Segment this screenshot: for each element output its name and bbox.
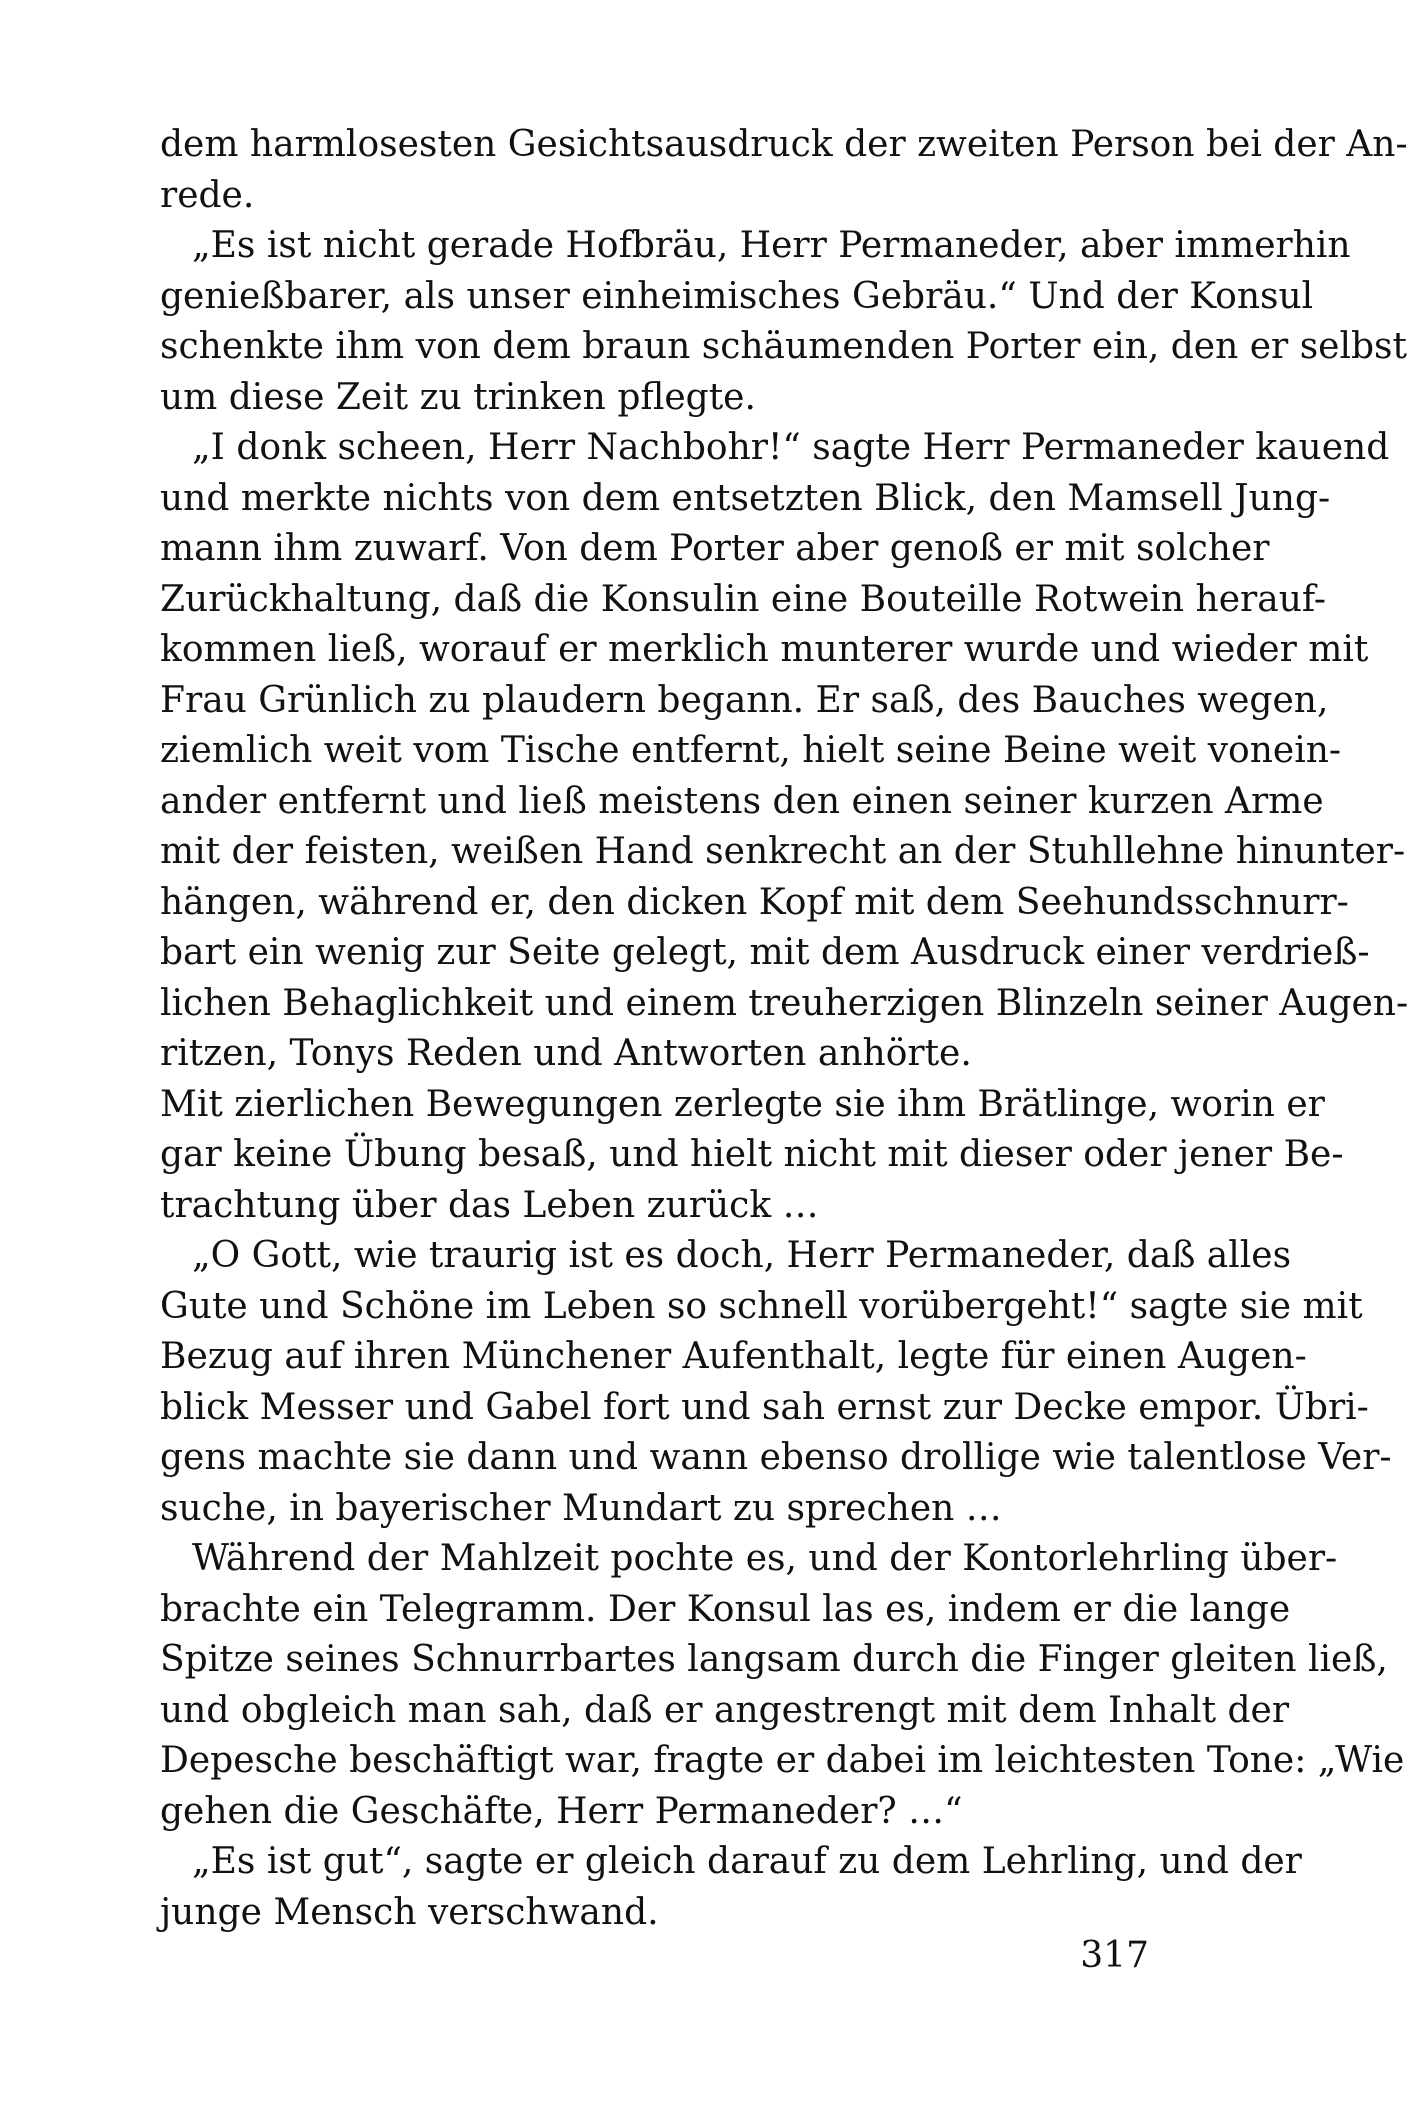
- text-line: gehen die Geschäfte, Herr Permaneder? …“: [160, 1790, 963, 1832]
- text-line: Zurückhaltung, daß die Konsulin eine Bouteille Rotwein herauf-: [160, 578, 1327, 620]
- text-line: „O Gott, wie traurig ist es doch, Herr Permaneder, daß alles: [192, 1235, 1292, 1276]
- page-number: 317: [1080, 1935, 1149, 1976]
- text-line: mann ihm zuwarf. Von dem Porter aber genoß er mit solcher: [160, 528, 1270, 569]
- text-line: trachtung über das Leben zurück …: [160, 1184, 819, 1226]
- text-line: dem harmlosesten Gesichtsausdruck der zweiten Person bei der An-: [160, 124, 1408, 165]
- text-line: ander entfernt und ließ meistens den einen seiner kurzen Arme: [160, 780, 1324, 822]
- text-line: brachte ein Telegramm. Der Konsul las es, indem er die lange: [160, 1588, 1291, 1630]
- text-line: blick Messer und Gabel fort und sah ernst zur Decke empor. Übri-: [160, 1386, 1369, 1428]
- text-line: gar keine Übung besaß, und hielt nicht mit dieser oder jener Be-: [160, 1134, 1344, 1175]
- text-line: ziemlich weit vom Tische entfernt, hielt seine Beine weit vonein-: [160, 730, 1342, 771]
- text-line: mit der feisten, weißen Hand senkrecht an der Stuhllehne hinunter-: [160, 831, 1406, 872]
- text-line: um diese Zeit zu trinken pflegte.: [160, 376, 756, 418]
- text-line: und merkte nichts von dem entsetzten Blick, den Mamsell Jung-: [160, 477, 1331, 519]
- text-line: rede.: [160, 174, 255, 216]
- text-line: bart ein wenig zur Seite gelegt, mit dem Ausdruck einer verdrieß-: [160, 932, 1370, 973]
- text-line: Bezug auf ihren Münchener Aufenthalt, legte für einen Augen-: [160, 1336, 1307, 1377]
- text-line: hängen, während er, den dicken Kopf mit dem Seehundsschnurr-: [160, 881, 1349, 923]
- text-line: Gute und Schöne im Leben so schnell vorübergeht!“ sagte sie mit: [160, 1285, 1363, 1327]
- text-line: „Es ist gut“, sagte er gleich darauf zu dem Lehrling, und der: [192, 1841, 1302, 1882]
- text-line: Spitze seines Schnurrbartes langsam durch die Finger gleiten ließ,: [160, 1639, 1388, 1680]
- text-line: Depesche beschäftigt war, fragte er dabei im leichtesten Tone: „Wie: [160, 1740, 1405, 1781]
- text-line: Mit zierlichen Bewegungen zerlegte sie ihm Brätlinge, worin er: [160, 1083, 1325, 1125]
- text-line: ritzen, Tonys Reden und Antworten anhörte.: [160, 1033, 972, 1074]
- text-line: lichen Behaglichkeit und einem treuherzigen Blinzeln seiner Augen-: [160, 982, 1408, 1024]
- text-line: Während der Mahlzeit pochte es, und der Kontorlehrling über-: [192, 1538, 1338, 1579]
- text-line: „Es ist nicht gerade Hofbräu, Herr Permaneder, aber immerhin: [192, 225, 1351, 266]
- text-line: und obgleich man sah, daß er angestrengt mit dem Inhalt der: [160, 1689, 1290, 1731]
- text-line: gens machte sie dann und wann ebenso drollige wie talentlose Ver-: [160, 1437, 1392, 1478]
- text-line: suche, in bayerischer Mundart zu sprechen …: [160, 1487, 1002, 1529]
- text-line: junge Mensch verschwand.: [160, 1891, 659, 1933]
- body-text: [160, 120, 1408, 1938]
- text-line: genießbarer, als unser einheimisches Gebräu.“ Und der Konsul: [160, 275, 1314, 317]
- text-line: schenkte ihm von dem braun schäumenden Porter ein, den er selbst: [160, 326, 1407, 367]
- text-line: „I donk scheen, Herr Nachbohr!“ sagte Herr Permaneder kauend: [192, 427, 1390, 468]
- text-line: kommen ließ, worauf er merklich munterer wurde und wieder mit: [160, 629, 1369, 670]
- text-line: Frau Grünlich zu plaudern begann. Er saß, des Bauches wegen,: [160, 679, 1329, 721]
